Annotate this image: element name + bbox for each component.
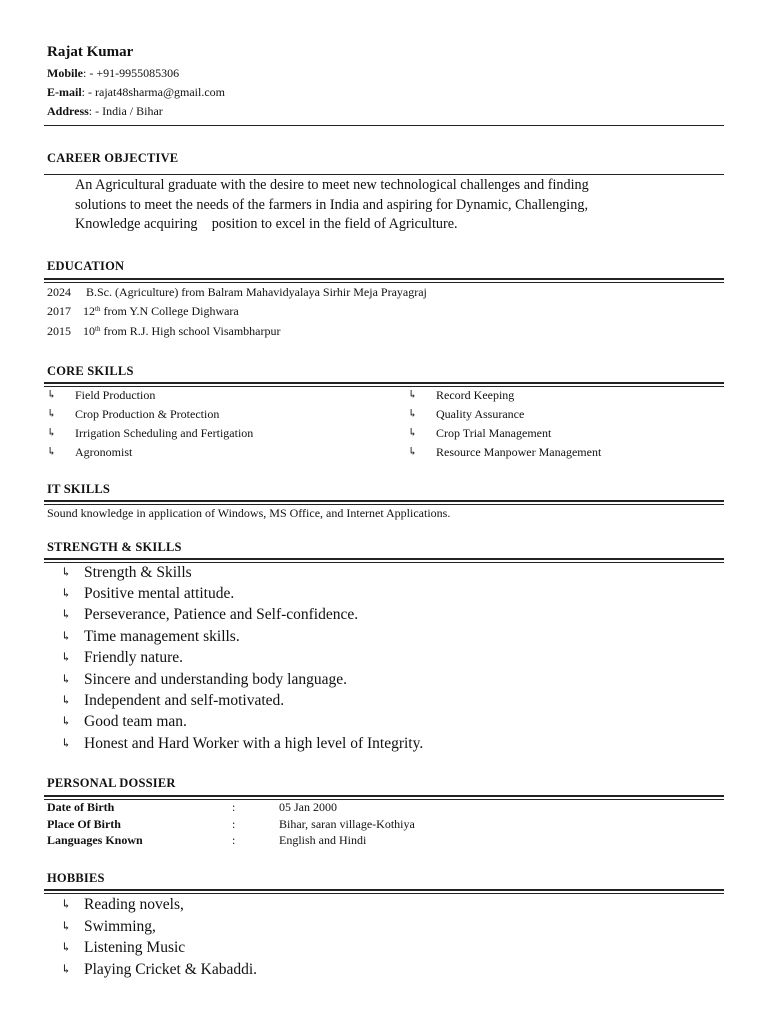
objective-line: An Agricultural graduate with the desire to meet new technological challenges and finding <box>75 177 589 193</box>
personal-dossier-divider <box>44 795 724 800</box>
dob-value: 05 Jan 2000 <box>279 800 337 814</box>
education-text: B.Sc. (Agriculture) from Balram Mahavidyalaya Sirhir Meja Prayagraj <box>86 285 427 299</box>
bullet-arrow-icon: ↳ <box>61 693 72 707</box>
core-skill-label: Resource Manpower Management <box>436 445 602 459</box>
objective-line: solutions to meet the needs of the farmers in India and aspiring for Dynamic, Challenging, <box>75 196 588 213</box>
pob-label: Place Of Birth <box>47 817 121 831</box>
candidate-name: Rajat Kumar <box>47 44 134 60</box>
education-grade: 10 <box>83 324 95 338</box>
career-objective-divider <box>44 174 724 175</box>
bullet-arrow-icon: ↳ <box>61 940 72 954</box>
bullet-arrow-icon: ↳ <box>61 629 72 643</box>
core-skill-label: Quality Assurance <box>436 407 525 421</box>
email-line <box>47 85 225 100</box>
bullet-arrow-icon: ↳ <box>61 962 72 976</box>
bullet-arrow-icon: ↳ <box>408 408 418 420</box>
address-line <box>47 104 163 119</box>
bullet-arrow-icon: ↳ <box>408 389 418 401</box>
languages-label: Languages Known <box>47 833 143 847</box>
pob-colon: : <box>232 817 236 831</box>
bullet-arrow-icon: ↳ <box>61 565 72 579</box>
core-skill-label: Record Keeping <box>436 388 515 402</box>
dob-label: Date of Birth <box>47 800 115 814</box>
core-skill-label: Crop Trial Management <box>436 426 552 440</box>
core-skills-heading: CORE SKILLS <box>47 364 134 378</box>
bullet-arrow-icon: ↳ <box>61 714 72 728</box>
mobile-value: : - +91-9955085306 <box>83 66 180 80</box>
bullet-arrow-icon: ↳ <box>61 919 72 933</box>
career-objective-text <box>75 176 695 235</box>
mobile-label: Mobile <box>47 66 83 80</box>
header-divider <box>44 125 724 126</box>
address-value: : - India / Bihar <box>88 104 163 118</box>
core-skill-label: Irrigation Scheduling and Fertigation <box>75 426 254 440</box>
bullet-arrow-icon: ↳ <box>61 736 72 750</box>
hobbies-heading: HOBBIES <box>47 871 105 885</box>
strength-label: Positive mental attitude. <box>84 585 235 602</box>
hobby-label: Swimming, <box>84 918 156 935</box>
email-label: E-mail <box>47 85 82 99</box>
core-skill-label: Field Production <box>75 388 156 402</box>
pob-value: Bihar, saran village-Kothiya <box>279 817 415 831</box>
email-value: : - rajat48sharma@gmail.com <box>81 85 226 99</box>
strength-label: Honest and Hard Worker with a high level of Integrity. <box>84 735 424 752</box>
bullet-arrow-icon: ↳ <box>61 607 72 621</box>
bullet-arrow-icon: ↳ <box>408 446 418 458</box>
bullet-arrow-icon: ↳ <box>408 427 418 439</box>
core-skills-divider <box>44 382 724 387</box>
strength-label: Independent and self-motivated. <box>84 692 285 709</box>
education-text: from Y.N College Dighwara <box>100 304 239 318</box>
bullet-arrow-icon: ↳ <box>61 586 72 600</box>
education-row <box>47 285 427 300</box>
languages-colon: : <box>232 833 236 847</box>
strength-label: Strength & Skills <box>84 564 192 581</box>
education-text: from R.J. High school Visambharpur <box>100 324 281 338</box>
strength-label: Friendly nature. <box>84 649 184 666</box>
education-grade-suffix: th <box>95 325 101 333</box>
hobby-label: Reading novels, <box>84 896 184 913</box>
core-skill-label: Crop Production & Protection <box>75 407 220 421</box>
education-year: 2017 <box>47 304 71 318</box>
languages-value: English and Hindi <box>279 833 367 847</box>
education-year: 2024 <box>47 285 71 299</box>
strength-label: Good team man. <box>84 713 187 730</box>
bullet-arrow-icon: ↳ <box>47 427 57 439</box>
objective-line: Knowledge acquiring position to excel in the field of Agriculture. <box>75 216 458 232</box>
hobby-label: Playing Cricket & Kabaddi. <box>84 961 258 978</box>
bullet-arrow-icon: ↳ <box>61 650 72 664</box>
it-skills-text: Sound knowledge in application of Windows, MS Office, and Internet Applications. <box>47 506 451 520</box>
strength-divider <box>44 558 724 563</box>
strength-label: Perseverance, Patience and Self-confidence. <box>84 606 359 623</box>
it-skills-heading: IT SKILLS <box>47 482 111 496</box>
hobby-label: Listening Music <box>84 939 186 956</box>
address-label: Address <box>47 104 89 118</box>
bullet-arrow-icon: ↳ <box>47 389 57 401</box>
bullet-arrow-icon: ↳ <box>47 446 57 458</box>
education-grade: 12 <box>83 304 95 318</box>
career-objective-heading: CAREER OBJECTIVE <box>47 151 179 165</box>
hobbies-divider <box>44 889 724 894</box>
bullet-arrow-icon: ↳ <box>61 897 72 911</box>
education-heading: EDUCATION <box>47 259 125 273</box>
education-year: 2015 <box>47 324 71 338</box>
personal-dossier-heading: PERSONAL DOSSIER <box>47 776 176 790</box>
core-skill-label: Agronomist <box>75 445 133 459</box>
education-row <box>47 304 239 319</box>
strength-label: Time management skills. <box>84 628 240 645</box>
it-skills-divider <box>44 500 724 505</box>
strength-label: Sincere and understanding body language. <box>84 671 347 688</box>
education-grade-suffix: th <box>95 305 101 313</box>
dob-colon: : <box>232 800 236 814</box>
education-row <box>47 324 281 339</box>
education-divider <box>44 278 724 283</box>
bullet-arrow-icon: ↳ <box>61 672 72 686</box>
mobile-line <box>47 66 179 81</box>
strength-heading: STRENGTH & SKILLS <box>47 540 182 554</box>
bullet-arrow-icon: ↳ <box>47 408 57 420</box>
